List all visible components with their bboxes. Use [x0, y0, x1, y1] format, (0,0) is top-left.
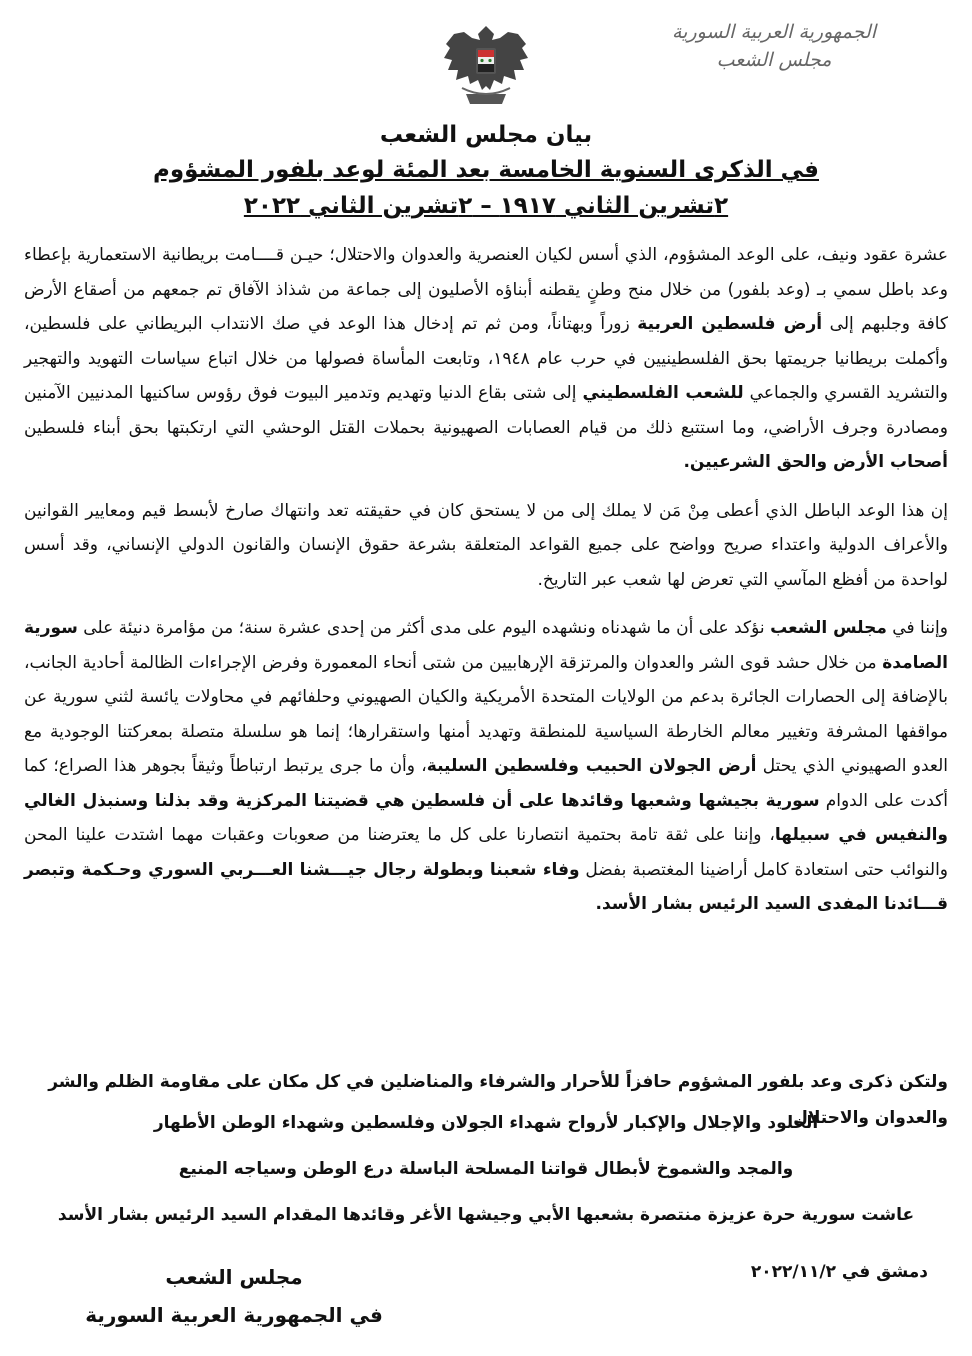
closing-line-1: ولتكن ذكرى وعد بلفور المشؤوم حافزاً للأحرار والشرفاء والمناضلين في كل مكان على مقاومة الظلم والشر والعدوان والاحتلال [48, 1072, 948, 1128]
eagle-emblem-icon [440, 18, 532, 110]
paragraph-3 [24, 611, 948, 922]
body-text-run: ، وإننا على ثقة تامة بحتمية انتصارنا على كل ما يعترضنا من صعوبات وعقبات مهما اشتدت علينا المحن والنوائب حتى استعادة كامل أراضينا المغتصبة بفضل [24, 825, 949, 880]
body-text-run: من خلال حشد قوى الشر والعدوان والمرتزقة الإرهابيين من شتى أنحاء المعمورة وفرض الإجراءات الظالمة أحادية الجانب، بالإضافة إلى الحصارات الجائرة بدعم من الولايات المتحدة الأمريكية والكيان الصهيوني وحلفائهم في محاولات يائسة لثني سورية عن مواقفها المشرفة وتغيير معالم الخارطة السياسية للمنطقة وتهديد أمنها واستقرارها؛ إنما هو سلسلة متصلة بمعركتنا الوجودية مع العدو الصهيوني الذي يحتل [24, 652, 948, 776]
emphasis-text: للشعب الفلسطيني [582, 383, 744, 403]
signature-block [74, 1258, 394, 1334]
body-text-run: وإننا في [886, 618, 948, 638]
emphasis-text: أرض الجولان الحبيب وفلسطين السليبة [426, 756, 757, 776]
body-text-run: إن هذا الوعد الباطل الذي أعطى مِنْ مَن لا يملك إلى من لا يستحق كان في حقيقته تعد وانتهاك صارخ لأبسط قيم ومعايير القوانين والأعراف الدولية واعتداء صريح وواضح على جميع القواعد المتعلقة بشرعة حقوق الإنسان والقانون الدولي الإنساني، وقد أسس لواحدة من أفظع المآسي التي تعرض لها شعب عبر التاريخ. [24, 500, 948, 590]
issue-date: دمشق في ٢٠٢٢/١١/٢ [750, 1262, 928, 1282]
emphasis-text: سورية الصامدة [24, 618, 948, 673]
statement-title: بيان مجلس الشعب [379, 122, 593, 148]
paragraph-1 [24, 238, 948, 480]
body-text-run: إلى شتى بقاع الدنيا وتهديم وتدمير البيوت فوق رؤوس ساكنيها المدنيين الآمنين ومصادرة وجرف الأراضي، وما استتبع ذلك من قيام العصابات الصهيونية بحملات القتل الوحشي التي ارتكبتها بحق أبناء فلسطين [24, 383, 948, 438]
body-text-run: زوراً وبهتاناً، ومن ثم تم إدخال هذا الوعد في صك الانتداب البريطاني على فلسطين، وأكملت بريطانيا جريمتها بحق الفلسطينيين في حرب عام ١٩٤٨، وتابعت المأساة فصولها من خلال اتباع سياسات التهويد والتهجير والتشريد القسري والجماعي [24, 314, 948, 403]
signature-line-1: مجلس الشعب [165, 1265, 303, 1289]
body-text-run: عشرة عقود ونيف، على الوعد المشؤوم، الذي أسس لكيان العنصرية والعدوان والاحتلال؛ حيـن قــــامت بريطانية الاستعمارية بإعطاء وعد باطل سمي بـ (وعد بلفور) من خلال منح وطنٍ يقطنه أبناؤه الأصليون إلى جماعة من شذاذ الآفاق تم جمعهم من أصقاع الأرض كافة وجلبهم إلى [24, 245, 948, 334]
statement-subtitle: في الذكرى السنوية الخامسة بعد المئة لوعد بلفور المشؤوم [153, 157, 819, 183]
signature-line-2: في الجمهورية العربية السورية [85, 1303, 383, 1327]
emphasis-text: وفاء شعبنا وبطولة رجال جيـــشنا العـــربي السوري وحـكمة وتبصر قـــائدنا المفدى السيد الرئيس بشار الأسد. [24, 859, 948, 914]
statement-titles [0, 118, 972, 224]
emphasis-text: أرض فلسطين العربية [637, 314, 823, 334]
body-text-run: نؤكد على أن ما شهدناه ونشهده اليوم على مدى أكثر من إحدى عشرة سنة؛ من مؤامرة دنيئة على [77, 618, 771, 638]
org-header [672, 18, 876, 74]
body-text-run: ، وأن ما جرى يرتبط ارتباطاً وثيقاً بجوهر هذا الصراع؛ كما أكدت على الدوام [24, 756, 948, 811]
paragraph-2 [24, 494, 948, 598]
emphasis-text: سورية بجيشها وشعبها وقائدها على أن فلسطين هي قضيتنا المركزية وقد بذلنا وسنبذل الغالي والنفيس في سبيلها [24, 790, 948, 845]
closing-line-2: الخلود والإجلال والإكبار لأرواح شهداء الجولان وفلسطين وشهداء الوطن الأطهار [153, 1113, 819, 1133]
closing-line-4: عاشت سورية حرة عزيزة منتصرة بشعبها الأبي وجيشها الأغر وقائدها المقدام السيد الرئيس بشار الأسد [57, 1205, 915, 1225]
closing-line-3: والمجد والشموخ لأبطال قواتنا المسلحة الباسلة درع الوطن وسياجه المنيع [178, 1159, 794, 1179]
emphasis-text: مجلس الشعب [770, 618, 887, 638]
org-header-council: مجلس الشعب [716, 49, 832, 71]
org-header-country: الجمهورية العربية السورية [671, 21, 876, 43]
closing-section [24, 1064, 948, 1238]
emphasis-text: أصحاب الأرض والحق الشرعيين. [683, 452, 948, 472]
statement-dates: ٢تشرين الثاني ١٩١٧ – ٢تشرين الثاني ٢٠٢٢ [243, 193, 729, 219]
statement-body [24, 238, 948, 936]
